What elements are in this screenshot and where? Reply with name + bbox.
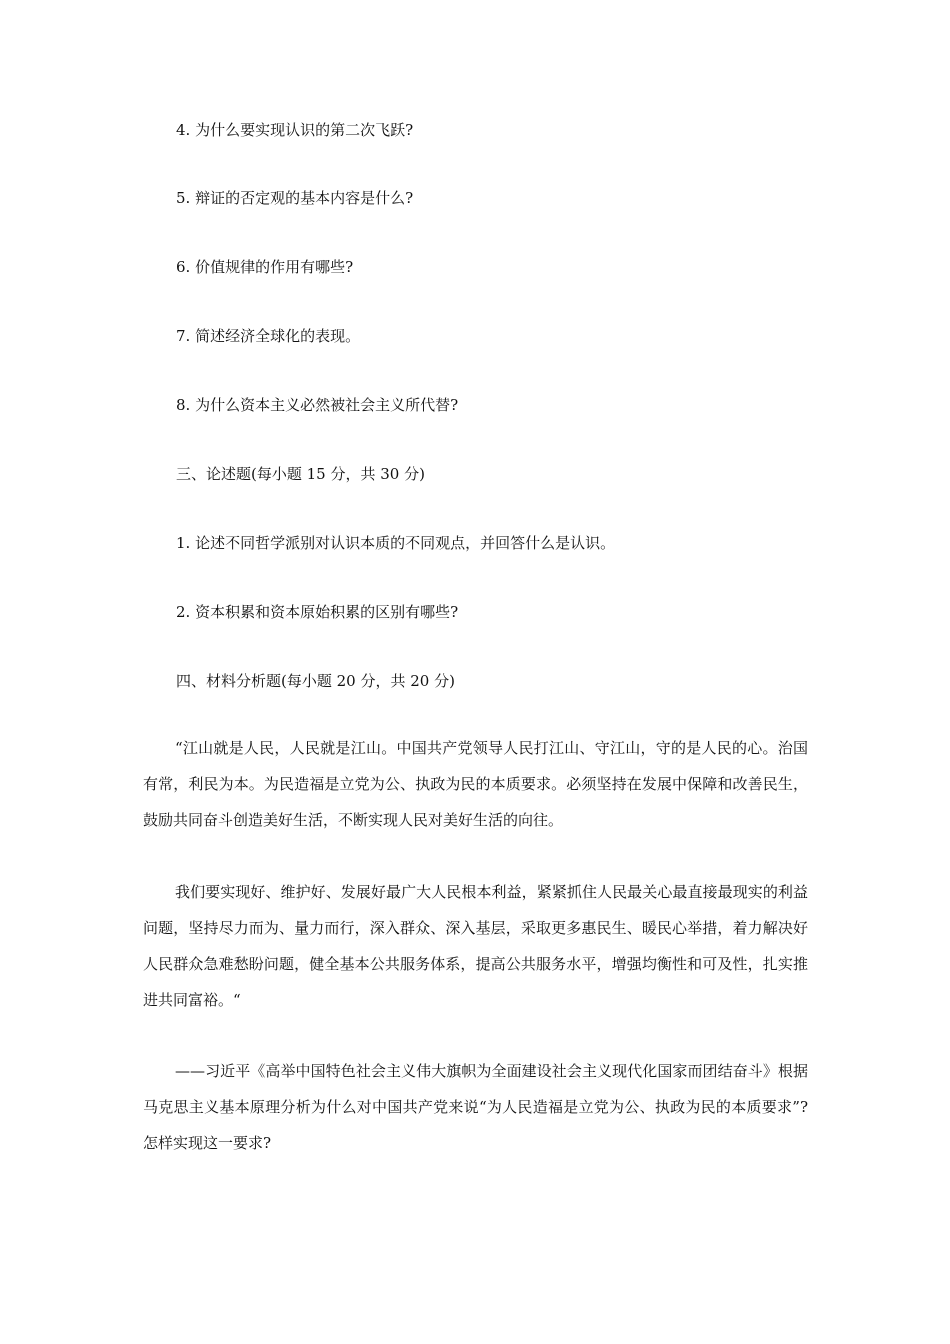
material-paragraph-2: 我们要实现好、维护好、发展好最广大人民根本利益，紧紧抓住人民最关心最直接最现实的利益问题，坚持尽力而为、量力而行，深入群众、深入基层，采取更多惠民生、暖民心举措，着力解决好人民群众急难愁盼问题，健全基本公共服务体系，提高公共服务水平，增强均衡性和可及性，扎实推进共同富裕。“ — [143, 883, 808, 1009]
question-6: 6. 价值规律的作用有哪些? — [176, 258, 354, 276]
essay-question-2: 2. 资本积累和资本原始积累的区别有哪些? — [176, 603, 459, 621]
section-4-heading: 四、材料分析题(每小题 20 分，共 20 分) — [176, 672, 455, 690]
essay-question-1: 1. 论述不同哲学派别对认识本质的不同观点，并回答什么是认识。 — [176, 534, 616, 552]
material-source-question: ——习近平《高举中国特色社会主义伟大旗帜为全面建设社会主义现代化国家而团结奋斗》根据马克思主义基本原理分析为什么对中国共产党来说“为人民造福是立党为公、执政为民的本质要求”?怎样实现这一要求? — [143, 1062, 808, 1152]
section-3-heading: 三、论述题(每小题 15 分，共 30 分) — [176, 465, 425, 483]
question-5: 5. 辩证的否定观的基本内容是什么? — [176, 189, 414, 207]
question-8: 8. 为什么资本主义必然被社会主义所代替? — [176, 396, 459, 414]
question-7: 7. 简述经济全球化的表现。 — [176, 327, 361, 345]
question-4: 4. 为什么要实现认识的第二次飞跃? — [176, 121, 414, 139]
material-paragraph-1: “江山就是人民，人民就是江山。中国共产党领导人民打江山、守江山，守的是人民的心。治国有常，利民为本。为民造福是立党为公、执政为民的本质要求。必须坚持在发展中保障和改善民生，鼓励共同奋斗创造美好生活，不断实现人民对美好生活的向往。 — [143, 739, 808, 829]
